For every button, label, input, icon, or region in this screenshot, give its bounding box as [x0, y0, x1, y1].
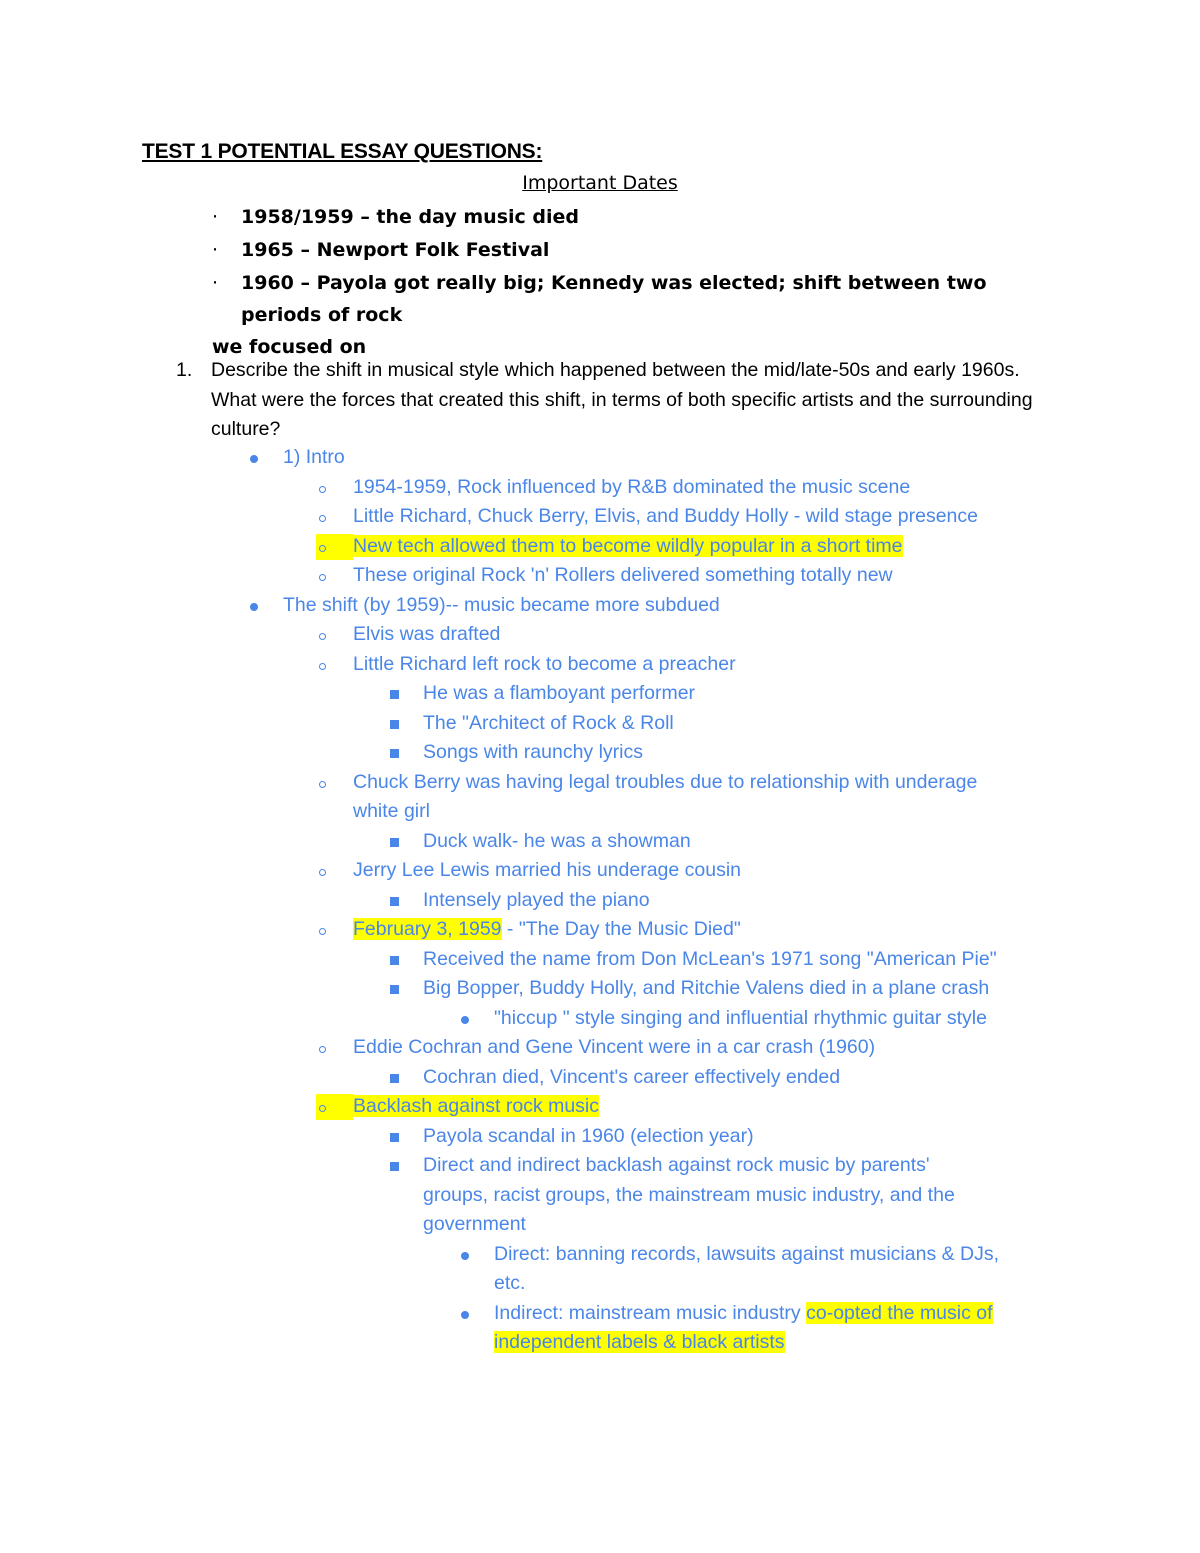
outline-item: [423, 974, 1080, 1004]
outline-text: etc.: [494, 1272, 526, 1294]
bullet-disc-icon: [250, 455, 258, 463]
date-text: 1960 – Payola got really big; Kennedy was elected; shift between two periods of rock: [241, 272, 987, 326]
bullet-circle-icon: [319, 486, 326, 493]
outline-item: [353, 1092, 1080, 1122]
bullet-circle-icon: [319, 633, 326, 640]
outline-text: Intensely played the piano: [423, 888, 650, 911]
bullet-circle-icon: [319, 1105, 326, 1112]
bullet-square-icon: [390, 749, 399, 758]
outline-text: Backlash against rock music: [353, 1095, 600, 1117]
outline-text: Duck walk- he was a showman: [423, 829, 691, 852]
bullet-circle-icon: [319, 574, 326, 581]
outline-text: The shift (by 1959)-- music became more subdued: [283, 593, 720, 616]
document-title: TEST 1 POTENTIAL ESSAY QUESTIONS:: [142, 140, 543, 163]
bullet-square-icon: [390, 838, 399, 847]
bullet-circle-icon: [319, 1046, 326, 1053]
outline-text: Direct and indirect backlash against rock music by parents': [423, 1154, 930, 1176]
bullet-square-icon: [390, 1074, 399, 1083]
bullet-square-icon: [390, 956, 399, 965]
outline-text: Direct: banning records, lawsuits against musicians & DJs,: [494, 1242, 1000, 1265]
outline-text: groups, racist groups, the mainstream music industry, and the: [423, 1183, 955, 1206]
bullet-disc-icon: [461, 1311, 469, 1319]
outline-text: New tech allowed them to become wildly popular in a short time: [353, 534, 903, 557]
bullet-circle-icon: [319, 928, 326, 935]
highlighted-text: February 3, 1959: [353, 918, 502, 940]
outline-item-continued: [353, 797, 430, 827]
outline-item: [283, 443, 1080, 473]
question-number: 1.: [176, 359, 193, 381]
bullet-square-icon: [390, 985, 399, 994]
outline-item: [423, 679, 1080, 709]
outline-item: [353, 650, 1080, 680]
bullet-circle-icon: [319, 869, 326, 876]
outline-text: Elvis was drafted: [353, 623, 501, 645]
date-item-1958: [212, 201, 1072, 233]
bullet-dot: ·: [212, 272, 219, 294]
outline-item: [353, 1033, 1080, 1063]
bullet-dot: ·: [212, 206, 219, 228]
outline-text: 1) Intro: [283, 446, 345, 468]
outline-item: [494, 1004, 1080, 1034]
outline-item: [353, 561, 1080, 591]
outline-text: Eddie Cochran and Gene Vincent were in a car crash (1960): [353, 1036, 876, 1058]
bullet-dot: ·: [212, 239, 219, 261]
outline-text: Cochran died, Vincent's career effectively ended: [423, 1065, 841, 1088]
date-text: 1958/1959 – the day music died: [241, 206, 580, 228]
bullet-square-icon: [390, 720, 399, 729]
outline-item: [283, 591, 1080, 621]
date-text-continued: we focused on: [212, 336, 367, 358]
bullet-square-icon: [390, 1162, 399, 1171]
outline-item: [494, 1240, 1080, 1270]
outline-item: [353, 532, 1080, 562]
date-text: 1965 – Newport Folk Festival: [241, 239, 550, 261]
outline-item: [423, 1063, 1080, 1093]
outline-text: 1954-1959, Rock influenced by R&B dominated the music scene: [353, 475, 911, 498]
outline-text: white girl: [353, 800, 430, 822]
outline-text: Payola scandal in 1960 (election year): [423, 1124, 754, 1147]
outline-text: Little Richard, Chuck Berry, Elvis, and Buddy Holly - wild stage presence: [353, 505, 978, 527]
outline-item-continued: [423, 1181, 955, 1211]
bullet-square-icon: [390, 897, 399, 906]
outline-item: [423, 738, 1080, 768]
outline-item: [423, 945, 1080, 975]
bullet-square-icon: [390, 1133, 399, 1142]
bullet-disc-icon: [250, 603, 258, 611]
outline-text: The "Architect of Rock & Roll: [423, 711, 674, 734]
outline-item: [423, 1151, 1080, 1181]
outline-text: independent labels & black artists: [494, 1331, 785, 1353]
bullet-disc-icon: [461, 1252, 469, 1260]
bullet-circle-icon: [319, 781, 326, 788]
essay-question-1: [176, 356, 1056, 445]
outline-item: [353, 915, 1080, 945]
highlighted-text: co-opted the music of: [806, 1301, 993, 1324]
important-dates-heading: Important Dates: [522, 172, 678, 194]
outline-item: [353, 856, 1080, 886]
outline-item: [353, 502, 1080, 532]
outline-item: [353, 620, 1080, 650]
bullet-circle-icon: [319, 663, 326, 670]
outline-item: [353, 768, 1080, 798]
bullet-circle-icon: [319, 545, 326, 552]
outline-item-continued: [494, 1328, 785, 1358]
outline-text: Jerry Lee Lewis married his underage cousin: [353, 859, 742, 881]
outline-text: government: [423, 1213, 526, 1235]
date-item-1965: [212, 234, 1072, 266]
outline-text: Chuck Berry was having legal troubles due to relationship with underage: [353, 770, 978, 793]
outline-text: Big Bopper, Buddy Holly, and Ritchie Valens died in a plane crash: [423, 977, 990, 999]
bullet-circle-icon: [319, 515, 326, 522]
outline-text: These original Rock 'n' Rollers delivered something totally new: [353, 564, 893, 586]
outline-item-continued: [423, 1210, 526, 1240]
outline-item: [494, 1299, 1080, 1329]
outline-text: Little Richard left rock to become a preacher: [353, 652, 736, 675]
outline-text: Songs with raunchy lyrics: [423, 741, 644, 763]
outline-text: Received the name from Don McLean's 1971 song "American Pie": [423, 947, 997, 970]
outline-text: Indirect: mainstream music industry: [494, 1301, 807, 1324]
important-dates-list: [212, 201, 1072, 364]
outline-text: "hiccup " style singing and influential rhythmic guitar style: [494, 1006, 987, 1029]
outline-item-continued: [494, 1269, 525, 1299]
bullet-square-icon: [390, 690, 399, 699]
outline-item: [423, 709, 1080, 739]
outline-item: [423, 886, 1080, 916]
question-text: Describe the shift in musical style which happened between the mid/late-50s and early 1960s. What were the forces that created this shift, in terms of both specific artists and the surrounding culture?: [211, 359, 1033, 440]
outline-item: [353, 473, 1080, 503]
date-item-1960: [212, 267, 1072, 363]
outline-text: - "The Day the Music Died": [501, 918, 741, 940]
bullet-disc-icon: [461, 1016, 469, 1024]
outline-item: [423, 1122, 1080, 1152]
outline-item: [423, 827, 1080, 857]
outline-text: He was a flamboyant performer: [423, 682, 696, 704]
